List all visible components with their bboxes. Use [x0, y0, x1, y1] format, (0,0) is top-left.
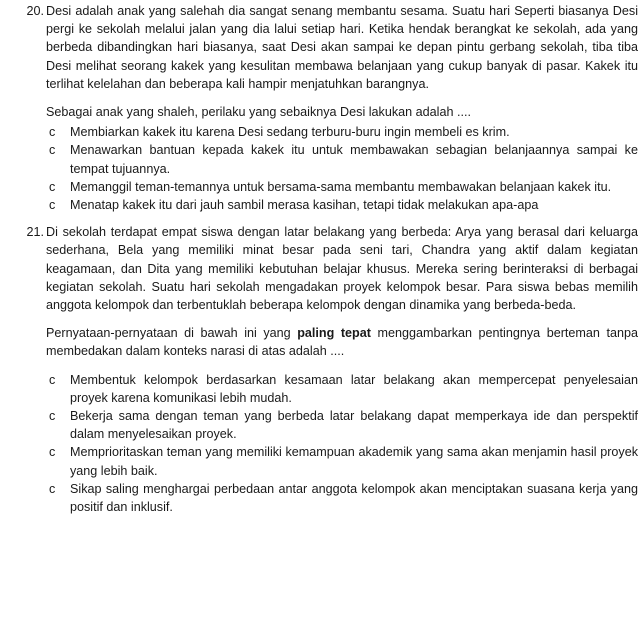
question-number: 20. — [26, 4, 44, 18]
option-marker: c — [49, 445, 56, 460]
question-21 — [6, 223, 638, 516]
option-marker: c — [49, 372, 56, 387]
option-text: Bekerja sama dengan teman yang berbeda latar belakang dapat memperkaya ide dan perspektif dalam menyelesaikan proyek. — [70, 409, 638, 442]
option-text: Menatap kakek itu dari jauh sambil merasa kasihan, tetapi tidak melakukan apa-apa — [70, 198, 539, 213]
answer-option[interactable] — [46, 196, 638, 214]
question-passage: Di sekolah terdapat empat siswa dengan latar belakang yang berbeda: Arya yang berasal dari keluarga sederhana, Bela yang memiliki minat besar pada seni tari, Chandra yang aktif dalam kegiatan keagamaan, dan Dita yang memiliki kebutuhan belajar khusus. Mereka sering berinteraksi di berbagai kegiatan sekolah. Suatu hari sekolah mengadakan proyek kelompok besar. Para siswa bebas memilih anggota kelompok dan terbentuklah beberapa kelompok dengan dinamika yang berbeda-beda. — [46, 225, 638, 313]
option-marker: c — [49, 143, 56, 158]
question-stem: Sebagai anak yang shaleh, perilaku yang sebaiknya Desi lakukan adalah .... — [46, 105, 471, 120]
option-text: Memanggil teman-temannya untuk bersama-sama membantu membawakan belanjaan kakek itu. — [70, 179, 612, 194]
answer-option[interactable] — [46, 141, 638, 177]
option-text: Membiarkan kakek itu karena Desi sedang terburu-buru ingin membeli es krim. — [70, 125, 510, 140]
answer-option[interactable] — [46, 123, 638, 141]
stem-emphasis: paling tepat — [297, 326, 371, 341]
option-text: Menawarkan bantuan kepada kakek itu untuk membawakan sebagian belanjaannya sampai ke tempat tujuannya. — [70, 143, 638, 176]
answer-options — [46, 123, 638, 214]
option-marker: c — [49, 179, 56, 194]
answer-options — [46, 371, 638, 517]
option-marker: c — [49, 125, 56, 140]
option-text: Membentuk kelompok berdasarkan kesamaan latar belakang akan mempercepat penyelesaian proyek karena komunikasi lebih mudah. — [70, 372, 638, 405]
option-text: Sikap saling menghargai perbedaan antar anggota kelompok akan menciptakan suasana kerja yang positif dan inklusif. — [70, 481, 638, 515]
question-passage: Desi adalah anak yang salehah dia sangat senang membantu sesama. Suatu hari Seperti biasanya Desi pergi ke sekolah melalui jalan yang dia lalui setiap hari. Ketika hendak berangkat ke sekolah, ada yang berbeda dibandingkan hari biasanya, saat Desi akan sampai ke depan pintu gerbang sekolah, tiba tiba Desi melihat seorang kakek yang kesulitan membawa belanjaan yang cukup banyak di pasar. Kakek itu terlihat kelelahan dan beberapa kali hampir menjatuhkan barangnya. — [46, 4, 638, 91]
answer-option[interactable] — [46, 443, 638, 479]
question-stem — [46, 324, 638, 360]
answer-option[interactable] — [46, 371, 638, 407]
option-text: Memprioritaskan teman yang memiliki kemampuan akademik yang sama akan menjamin hasil proyek yang lebih baik. — [70, 445, 638, 478]
question-number: 21. — [26, 225, 44, 240]
option-marker: c — [49, 481, 56, 496]
answer-option[interactable] — [46, 407, 638, 443]
stem-text-before: Pernyataan-pernyataan di bawah ini yang — [46, 326, 298, 341]
option-marker: c — [49, 198, 56, 213]
answer-option[interactable] — [46, 178, 638, 196]
question-20 — [6, 2, 638, 214]
stem-text-after: menggambarkan pentingnya berteman tanpa membedakan dalam konteks narasi di atas adalah .... — [46, 326, 638, 359]
option-marker: c — [49, 409, 56, 424]
answer-option[interactable] — [46, 480, 638, 516]
